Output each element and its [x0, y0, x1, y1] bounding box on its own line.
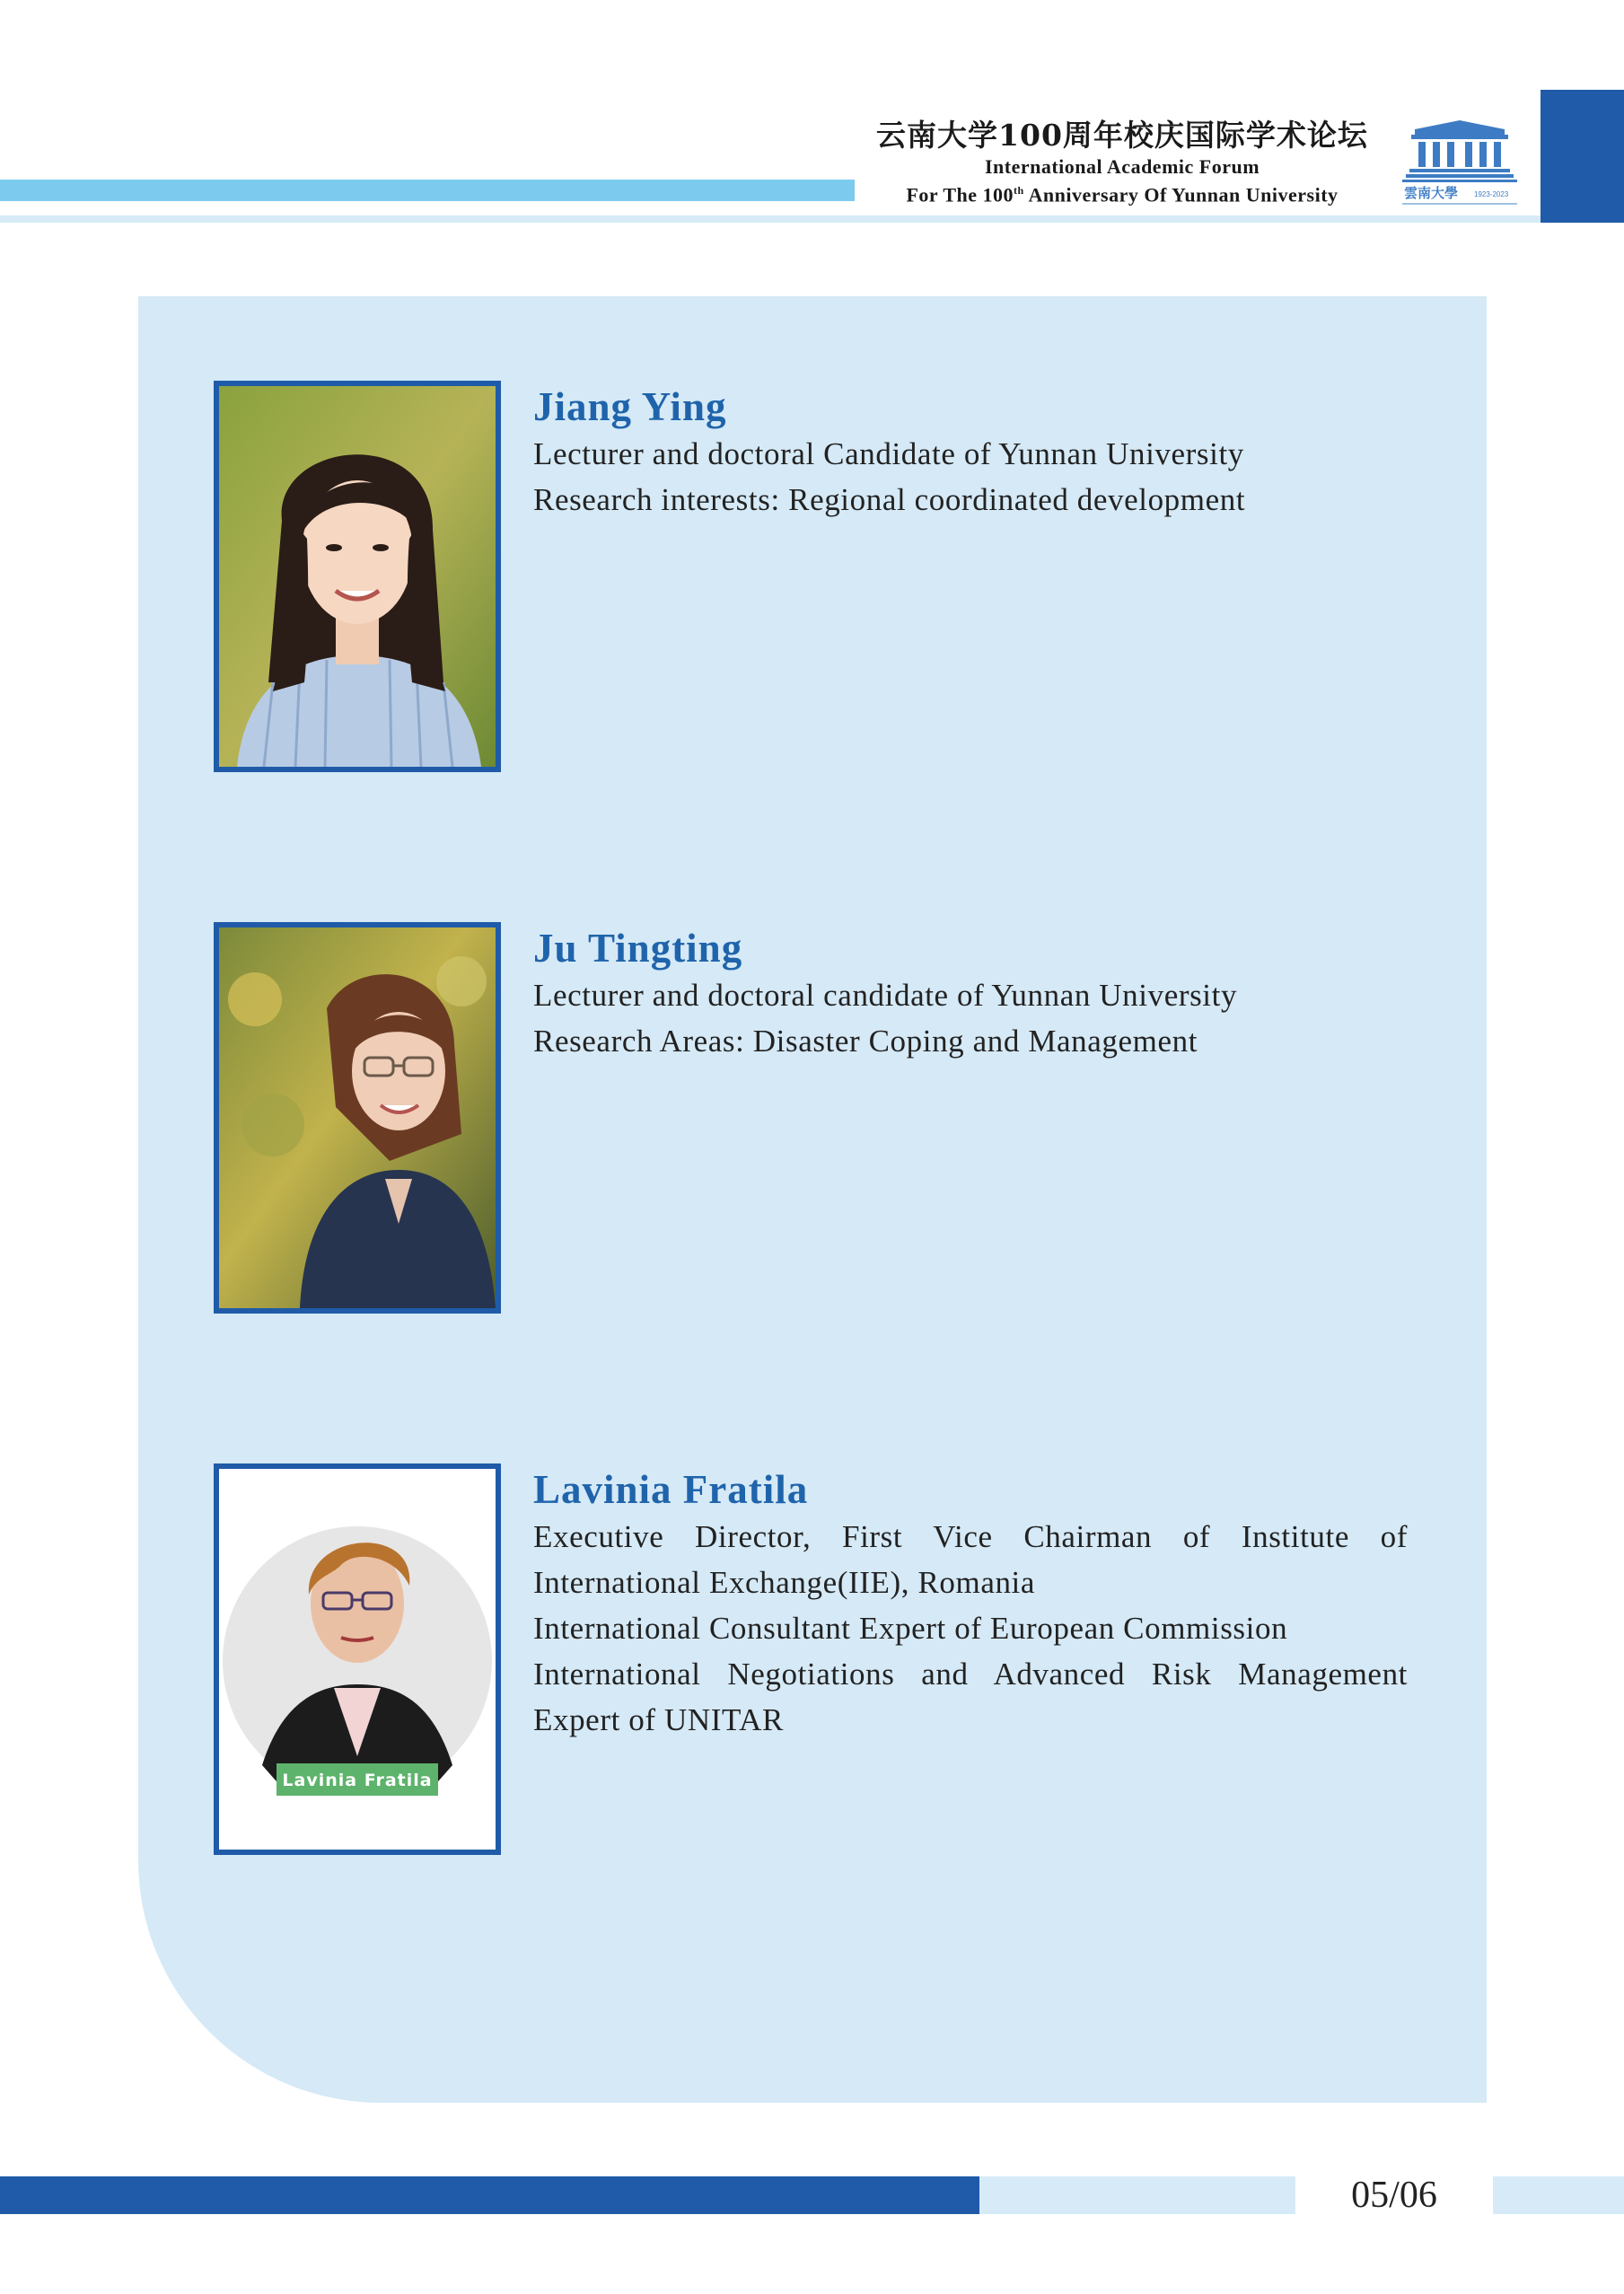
- profile-info-jiang-ying: [533, 381, 1408, 523]
- profile-card-jiang-ying: [214, 381, 1417, 772]
- header-title-chinese: 云南大学100周年校庆国际学术论坛: [876, 118, 1368, 153]
- profile-info-lavinia-fratila: [533, 1463, 1408, 1743]
- header-title-block: [862, 117, 1383, 207]
- yunnan-university-logo: [1402, 119, 1517, 208]
- profile-title-line: Executive Director, First Vice Chairman of Institute of International Exchange(IIE), Romania: [533, 1519, 1408, 1600]
- portrait-image: [219, 386, 496, 767]
- profile-card-lavinia-fratila: [214, 1463, 1417, 1855]
- svg-text:1923-2023: 1923-2023: [1474, 190, 1509, 198]
- portrait-image: [219, 1469, 496, 1850]
- profile-photo-lavinia-fratila: [214, 1463, 501, 1855]
- profile-title-line: Lecturer and doctoral Candidate of Yunnan University: [533, 436, 1244, 471]
- header-title-english: International Academic Forum: [984, 155, 1260, 178]
- header-subtitle-english: For The 100th Anniversary Of Yunnan University: [906, 183, 1339, 207]
- footer-bar-light: [979, 2176, 1295, 2214]
- profile-info-ju-tingting: [533, 922, 1408, 1064]
- profile-research-line: Research interests: Regional coordinated development: [533, 482, 1246, 517]
- profile-research-line: Research Areas: Disaster Coping and Management: [533, 1024, 1198, 1059]
- header-accent-bar: [0, 180, 855, 201]
- profile-title-line: Lecturer and doctoral candidate of Yunnan University: [533, 978, 1238, 1013]
- header-corner-block: [1541, 90, 1624, 223]
- footer-bar-light-right: [1493, 2176, 1624, 2214]
- profile-photo-ju-tingting: [214, 922, 501, 1314]
- profile-name: Lavinia Fratila: [533, 1467, 809, 1512]
- portrait-image: [219, 927, 496, 1308]
- footer-bar-dark: [0, 2176, 979, 2214]
- svg-text:雲南大學: 雲南大學: [1404, 185, 1459, 201]
- profile-name: Jiang Ying: [533, 384, 727, 429]
- profile-role-line: International Consultant Expert of European Commission: [533, 1611, 1288, 1646]
- profile-photo-jiang-ying: [214, 381, 501, 772]
- profile-card-ju-tingting: [214, 922, 1417, 1314]
- page-number: 05/06: [1351, 2175, 1437, 2216]
- profile-name: Ju Tingting: [533, 926, 743, 971]
- photo-caption: Lavinia Fratila: [282, 1771, 433, 1790]
- profile-role-line: International Negotiations and Advanced Risk Management Expert of UNITAR: [533, 1657, 1408, 1737]
- header-divider-line: [0, 215, 1541, 223]
